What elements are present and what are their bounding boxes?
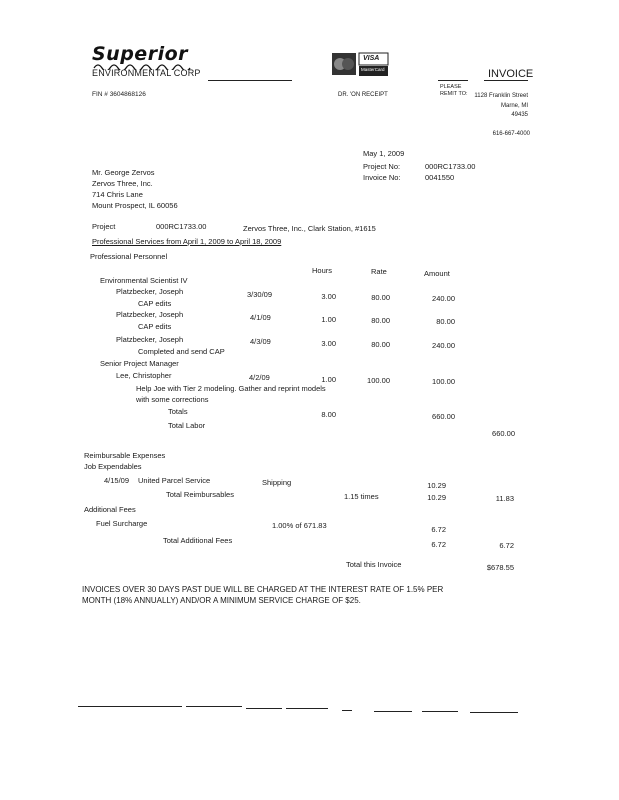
invoice-title: INVOICE bbox=[488, 68, 534, 80]
project-description: Zervos Three, Inc., Clark Station, #1615 bbox=[243, 224, 376, 233]
project-no-value: 000RC1733.00 bbox=[425, 162, 476, 171]
labor-row-note: Help Joe with Tier 2 modeling. Gather and reprint models bbox=[136, 384, 326, 393]
bill-to-street: 714 Chris Lane bbox=[92, 190, 143, 199]
project-no-label: Project No: bbox=[363, 162, 401, 171]
invoice-date: May 1, 2009 bbox=[363, 149, 405, 158]
bill-to-city: Mount Prospect, IL 60056 bbox=[92, 201, 178, 210]
labor-row-rate: 80.00 bbox=[371, 293, 390, 302]
labor-row-amount: 240.00 bbox=[432, 341, 455, 350]
invoice-no-value: 0041550 bbox=[425, 173, 455, 182]
labor-row-note: CAP edits bbox=[138, 322, 172, 331]
total-labor-value: 660.00 bbox=[492, 429, 515, 438]
labor-row-note: Completed and send CAP bbox=[138, 347, 225, 356]
footer-rule bbox=[246, 708, 282, 709]
labor-totals-hours: 8.00 bbox=[321, 410, 336, 419]
labor-row-hours: 3.00 bbox=[321, 292, 336, 301]
footer-rule bbox=[186, 706, 242, 707]
column-amount: Amount bbox=[424, 269, 450, 278]
company-logo bbox=[92, 45, 201, 78]
fuel-surcharge-amount: 6.72 bbox=[431, 525, 446, 534]
footer-notice-line-2: MONTH (18% ANNUALLY) AND/OR A MINIMUM SERVICE CHARGE OF $25. bbox=[82, 596, 361, 605]
fuel-surcharge-basis: 1.00% of 671.83 bbox=[272, 521, 327, 530]
labor-row-hours: 1.00 bbox=[321, 375, 336, 384]
bill-to-company: Zervos Three, Inc. bbox=[92, 179, 153, 188]
labor-row-date: 3/30/09 bbox=[247, 290, 273, 299]
footer-rule bbox=[78, 706, 182, 707]
labor-row-amount: 100.00 bbox=[432, 377, 455, 386]
labor-row-rate: 80.00 bbox=[371, 340, 390, 349]
labor-row-note: CAP edits bbox=[138, 299, 172, 308]
total-labor-label: Total Labor bbox=[168, 421, 206, 430]
mastercard-label: MasterCard bbox=[361, 67, 385, 72]
additional-fees-total-label: Total Additional Fees bbox=[163, 536, 233, 545]
footer-rule bbox=[342, 710, 352, 711]
total-invoice-value: $678.55 bbox=[486, 563, 514, 572]
reimbursable-item-date: 4/15/09 bbox=[104, 476, 130, 485]
footer-rule bbox=[286, 708, 328, 709]
fuel-surcharge-label: Fuel Surcharge bbox=[96, 519, 148, 528]
remit-label-2: REMIT TO: bbox=[440, 91, 468, 97]
labor-row-hours: 1.00 bbox=[321, 315, 336, 324]
labor-row-name: Lee, Christopher bbox=[116, 371, 172, 380]
bill-to-name: Mr. George Zervos bbox=[92, 168, 155, 177]
services-header: Professional Services from April 1, 2009 to April 18, 2009 bbox=[92, 237, 282, 246]
due-on-receipt: DR. 'ON RECEIPT bbox=[338, 92, 388, 98]
labor-row-date: 4/3/09 bbox=[250, 337, 271, 346]
logo-name: Superior bbox=[92, 43, 189, 65]
labor-totals-label: Totals bbox=[168, 407, 188, 416]
reimbursable-subtotal: 10.29 bbox=[427, 493, 446, 502]
reimbursable-total-label: Total Reimbursables bbox=[166, 490, 234, 499]
reimbursable-item-amount: 10.29 bbox=[427, 481, 446, 490]
column-hours: Hours bbox=[312, 266, 333, 275]
additional-fees-subtotal: 6.72 bbox=[431, 540, 446, 549]
reimbursable-total: 11.83 bbox=[495, 494, 514, 503]
company-phone: 616-667-4000 bbox=[492, 131, 530, 137]
reimbursable-header: Reimbursable Expenses bbox=[84, 451, 166, 460]
labor-row-amount: 80.00 bbox=[436, 317, 455, 326]
remit-address-2: Marne, MI bbox=[500, 103, 528, 109]
header-rule-3 bbox=[484, 80, 528, 81]
reimbursable-subheader: Job Expendables bbox=[84, 462, 142, 471]
remit-address-1: 1128 Franklin Street bbox=[474, 93, 528, 99]
invoice-no-label: Invoice No: bbox=[363, 173, 401, 182]
total-invoice-label: Total this Invoice bbox=[346, 560, 402, 569]
credit-card-logos bbox=[331, 52, 389, 78]
labor-totals-amount: 660.00 bbox=[432, 412, 455, 421]
reimbursable-item-desc: Shipping bbox=[262, 478, 292, 487]
column-rate: Rate bbox=[371, 267, 387, 276]
footer-rule bbox=[374, 711, 412, 712]
reimbursable-item-vendor: United Parcel Service bbox=[138, 476, 211, 485]
labor-row-note: with some corrections bbox=[136, 395, 209, 404]
labor-row-name: Platzbecker, Joseph bbox=[116, 287, 184, 296]
footer-rule bbox=[422, 711, 458, 712]
labor-row-name: Platzbecker, Joseph bbox=[116, 310, 184, 319]
labor-row-name: Platzbecker, Joseph bbox=[116, 335, 184, 344]
additional-fees-total: 6.72 bbox=[499, 541, 514, 550]
labor-row-date: 4/2/09 bbox=[249, 373, 270, 382]
logo-subtitle: ENVIRONMENTAL CORP bbox=[92, 68, 201, 78]
professional-personnel: Professional Personnel bbox=[90, 252, 168, 261]
labor-category-1: Environmental Scientist IV bbox=[100, 276, 188, 285]
remit-label-1: PLEASE bbox=[440, 84, 462, 90]
reimbursable-multiplier: 1.15 times bbox=[344, 492, 379, 501]
header-rule-1 bbox=[208, 80, 292, 81]
project-label: Project bbox=[92, 222, 116, 231]
labor-row-amount: 240.00 bbox=[432, 294, 455, 303]
labor-row-rate: 80.00 bbox=[371, 316, 390, 325]
credit-card-icon bbox=[331, 52, 389, 78]
labor-row-date: 4/1/09 bbox=[250, 313, 271, 322]
header-rule-2 bbox=[438, 80, 468, 81]
additional-fees-header: Additional Fees bbox=[84, 505, 136, 514]
labor-row-hours: 3.00 bbox=[321, 339, 336, 348]
visa-label: VISA bbox=[363, 55, 380, 62]
labor-category-2: Senior Project Manager bbox=[100, 359, 179, 368]
footer-notice-line-1: INVOICES OVER 30 DAYS PAST DUE WILL BE CHARGED AT THE INTEREST RATE OF 1.5% PER bbox=[82, 585, 444, 594]
fein-number: FIN # 3604868126 bbox=[92, 91, 146, 98]
labor-row-rate: 100.00 bbox=[367, 376, 390, 385]
footer-rule bbox=[470, 712, 518, 713]
project-number: 000RC1733.00 bbox=[156, 222, 207, 231]
remit-address-3: 49435 bbox=[511, 112, 528, 118]
